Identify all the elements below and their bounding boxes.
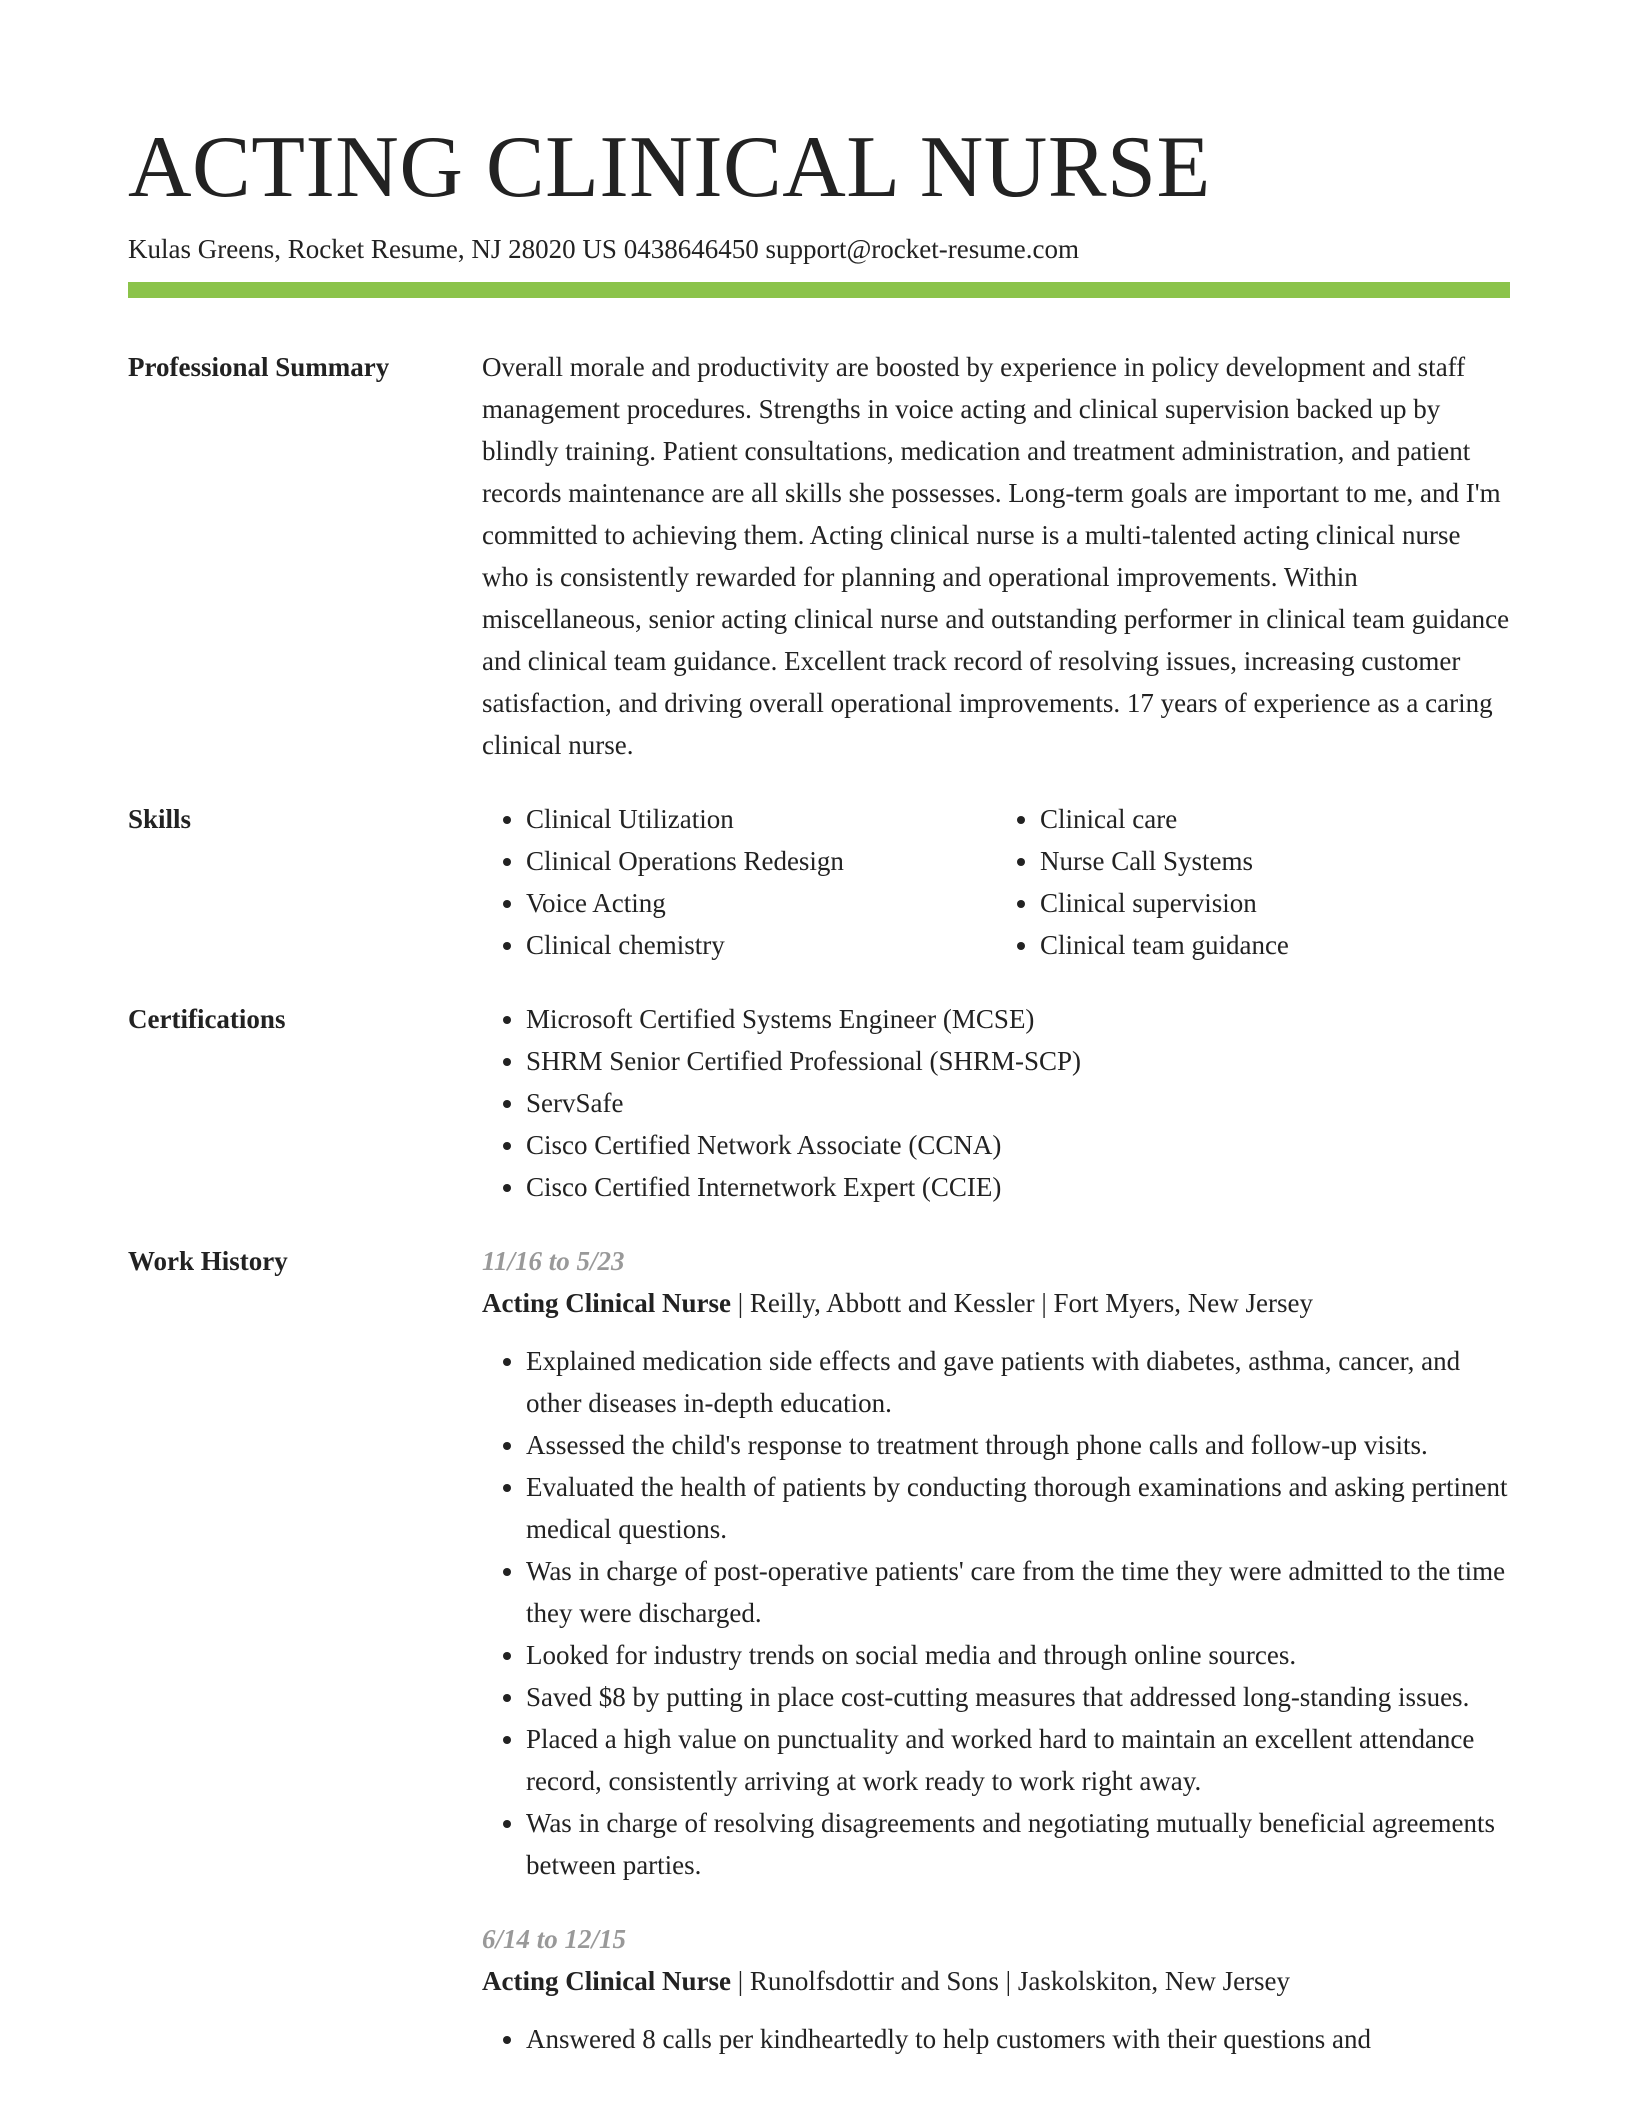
- skill-item: • Clinical team guidance: [1040, 924, 1510, 966]
- skill-item: • Clinical supervision: [1040, 882, 1510, 924]
- certification-item: • SHRM Senior Certified Professional (SHRM-SCP): [526, 1040, 1510, 1082]
- job-bullet: • Looked for industry trends on social media and through online sources.: [526, 1634, 1510, 1676]
- skill-item: • Clinical chemistry: [526, 924, 996, 966]
- skills-grid: [482, 798, 1510, 966]
- job-title-line: [482, 1960, 1510, 2002]
- job-bullet: • Explained medication side effects and gave patients with diabetes, asthma, cancer, and other diseases in-depth education.: [526, 1340, 1510, 1424]
- contact-line: Kulas Greens, Rocket Resume, NJ 28020 US 0438646450 support@rocket-resume.com: [128, 234, 1079, 264]
- section-label-skills: Skills: [128, 804, 192, 834]
- certification-item: • Cisco Certified Network Associate (CCNA): [526, 1124, 1510, 1166]
- section-label-professional-summary: Professional Summary: [128, 352, 390, 382]
- job-title: Acting Clinical Nurse: [482, 1288, 731, 1318]
- certification-item: • ServSafe: [526, 1082, 1510, 1124]
- certifications-list: [482, 998, 1510, 1208]
- job-bullet-list: [482, 1340, 1510, 1886]
- skill-item: • Clinical Utilization: [526, 798, 996, 840]
- section-label-certifications: Certifications: [128, 1004, 286, 1034]
- job-title: Acting Clinical Nurse: [482, 1966, 731, 1996]
- certifications-section: [128, 998, 1510, 1208]
- job-dates: 11/16 to 5/23: [482, 1246, 625, 1276]
- header-accent-rule: [128, 282, 1510, 298]
- resume-page: [128, 0, 1510, 2060]
- skill-item: • Clinical care: [1040, 798, 1510, 840]
- skills-list-left: [482, 798, 996, 966]
- job-bullet: • Evaluated the health of patients by conducting thorough examinations and asking pertinent medical questions.: [526, 1466, 1510, 1550]
- certification-item: • Microsoft Certified Systems Engineer (MCSE): [526, 998, 1510, 1040]
- job-entry: [482, 1918, 1510, 2060]
- skills-section: [128, 798, 1510, 966]
- skill-item: • Clinical Operations Redesign: [526, 840, 996, 882]
- job-bullet: • Answered 8 calls per kindheartedly to help customers with their questions and: [526, 2018, 1510, 2060]
- job-bullet-list: [482, 2018, 1510, 2060]
- job-entry: [482, 1240, 1510, 1886]
- job-employer-location: | Runolfsdottir and Sons | Jaskolskiton, New Jersey: [731, 1966, 1291, 1996]
- work-history-section: [128, 1240, 1510, 2060]
- resume-name-heading: ACTING CLINICAL NURSE: [128, 119, 1211, 216]
- job-bullet: • Was in charge of post-operative patients' care from the time they were admitted to the time they were discharged.: [526, 1550, 1510, 1634]
- professional-summary-text: Overall morale and productivity are boosted by experience in policy development and staff management procedures. Strengths in voice acting and clinical supervision backed up by blindly training. Patient consultations, medication and treatment administration, and patient records maintenance are all skills she possesses. Long-term goals are important to me, and I'm committed to achieving them. Acting clinical nurse is a multi-talented acting clinical nurse who is consistently rewarded for planning and operational improvements. Within miscellaneous, senior acting clinical nurse and outstanding performer in clinical team guidance and clinical team guidance. Excellent track record of resolving issues, increasing customer satisfaction, and driving overall operational improvements. 17 years of experience as a caring clinical nurse.: [482, 352, 1510, 760]
- skill-item: • Nurse Call Systems: [1040, 840, 1510, 882]
- section-label-work-history: Work History: [128, 1246, 288, 1276]
- job-dates: 6/14 to 12/15: [482, 1924, 627, 1954]
- job-bullet: • Assessed the child's response to treatment through phone calls and follow-up visits.: [526, 1424, 1510, 1466]
- skills-list-right: [996, 798, 1510, 966]
- job-bullet: • Placed a high value on punctuality and worked hard to maintain an excellent attendance record, consistently arriving at work ready to work right away.: [526, 1718, 1510, 1802]
- professional-summary-section: [128, 346, 1510, 766]
- skill-item: • Voice Acting: [526, 882, 996, 924]
- job-title-line: [482, 1282, 1510, 1324]
- job-bullet: • Was in charge of resolving disagreements and negotiating mutually beneficial agreements between parties.: [526, 1802, 1510, 1886]
- certification-item: • Cisco Certified Internetwork Expert (CCIE): [526, 1166, 1510, 1208]
- job-bullet: • Saved $8 by putting in place cost-cutting measures that addressed long-standing issues.: [526, 1676, 1510, 1718]
- job-employer-location: | Reilly, Abbott and Kessler | Fort Myers, New Jersey: [731, 1288, 1313, 1318]
